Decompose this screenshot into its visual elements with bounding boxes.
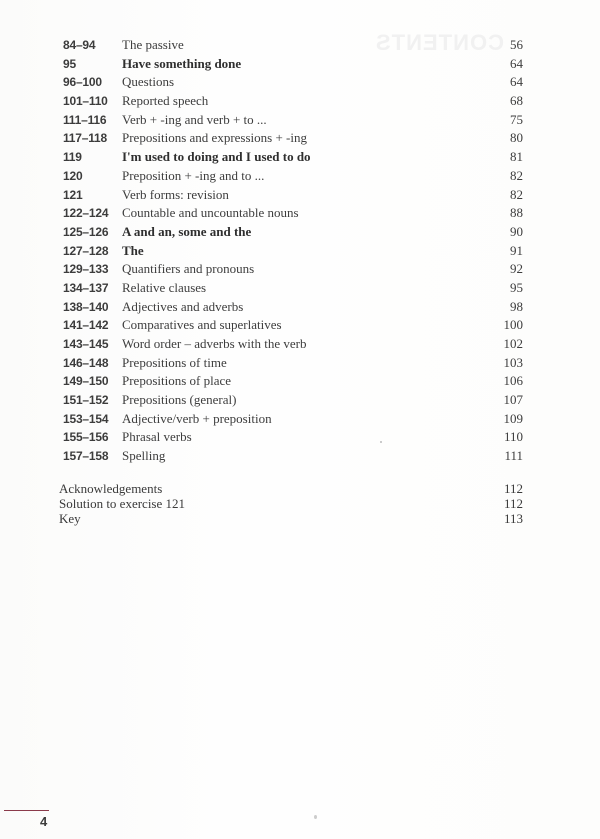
unit-range: 95 (63, 56, 76, 71)
toc-entry (63, 372, 523, 391)
toc-entry (63, 428, 523, 447)
entry-page-number: 56 (510, 37, 523, 52)
entry-title: The passive (122, 37, 184, 52)
back-matter-label: Key (59, 511, 81, 527)
unit-range: 84–94 (63, 38, 96, 52)
entry-title: The (122, 242, 144, 258)
entry-page-number: 64 (510, 55, 523, 71)
unit-range: 127–128 (63, 243, 109, 258)
entry-title: Spelling (122, 448, 166, 464)
unit-range: 122–124 (63, 206, 109, 221)
entry-page-number: 92 (510, 261, 523, 277)
toc-entry (63, 129, 523, 148)
back-matter-entry (59, 496, 523, 511)
back-matter-page-number: 112 (503, 496, 523, 512)
entry-page-number: 110 (503, 429, 523, 445)
entry-title: Prepositions of place (122, 373, 232, 389)
toc-entry (63, 242, 523, 261)
entry-title: Word order – adverbs with the verb (122, 336, 307, 351)
entry-title: Prepositions and expressions + -ing (122, 130, 307, 146)
paper-speck (380, 441, 382, 443)
unit-range: 129–133 (63, 262, 109, 277)
toc-entry (63, 111, 523, 130)
back-matter-entry (59, 511, 523, 526)
toc-entry (63, 447, 523, 466)
entry-page-number: 98 (510, 298, 523, 314)
toc-entry (63, 73, 523, 92)
entry-page-number: 102 (503, 336, 523, 351)
unit-range: 120 (63, 168, 83, 183)
back-matter-page-number: 113 (503, 511, 523, 527)
entry-page-number: 88 (510, 205, 523, 221)
toc-entry (63, 335, 523, 354)
toc-entry (63, 167, 523, 186)
unit-range: 111–116 (63, 112, 107, 127)
entry-page-number: 111 (504, 448, 523, 464)
entry-page-number: 82 (510, 186, 523, 202)
toc-entry (63, 391, 523, 410)
toc-entry (63, 354, 523, 373)
unit-range: 151–152 (63, 393, 109, 408)
entry-title: Prepositions (general) (122, 392, 237, 408)
show-through-heading: CONTENTS (375, 30, 504, 55)
back-matter-entry (59, 481, 523, 496)
toc-entry (63, 92, 523, 111)
entry-title: Verb + -ing and verb + to ... (122, 111, 267, 127)
entry-title: A and an, some and the (122, 223, 252, 239)
unit-range: 125–126 (63, 224, 109, 239)
unit-range: 121 (63, 187, 83, 202)
toc-entry (63, 186, 523, 205)
back-matter-list (59, 481, 523, 527)
toc-entry (63, 279, 523, 298)
unit-range: 119 (63, 150, 82, 165)
entry-title: Adjective/verb + preposition (122, 410, 272, 426)
page-number: 4 (40, 814, 48, 829)
entry-title: Verb forms: revision (122, 186, 229, 202)
folio-rule (4, 810, 49, 811)
entry-page-number: 82 (510, 167, 523, 183)
table-of-contents (63, 36, 523, 466)
unit-range: 96–100 (63, 75, 102, 90)
entry-title: Questions (122, 74, 174, 90)
toc-entry (63, 148, 523, 167)
entry-title: I'm used to doing and I used to do (122, 149, 311, 165)
unit-range: 143–145 (63, 337, 109, 351)
back-matter-label: Solution to exercise 121 (59, 496, 186, 512)
entry-page-number: 80 (510, 130, 523, 146)
entry-title: Prepositions of time (122, 354, 227, 370)
entry-page-number: 103 (503, 354, 523, 370)
toc-entry (63, 36, 523, 55)
entry-title: Countable and uncountable nouns (122, 205, 299, 221)
entry-title: Adjectives and adverbs (122, 298, 244, 314)
entry-page-number: 100 (503, 317, 523, 333)
back-matter-page-number: 112 (503, 481, 523, 496)
entry-page-number: 64 (510, 74, 523, 90)
toc-entry (63, 298, 523, 317)
entry-page-number: 75 (510, 111, 523, 127)
unit-range: 101–110 (63, 94, 108, 109)
unit-range: 153–154 (63, 411, 109, 426)
entry-title: Phrasal verbs (122, 429, 192, 445)
paper-speck (314, 815, 317, 819)
toc-entry (63, 55, 523, 74)
entry-page-number: 109 (503, 410, 523, 426)
toc-entry (63, 223, 523, 242)
unit-range: 155–156 (63, 430, 109, 445)
toc-entry (63, 260, 523, 279)
entry-page-number: 107 (503, 392, 523, 408)
entry-page-number: 81 (510, 149, 523, 165)
entry-title: Reported speech (122, 93, 209, 109)
entry-title: Relative clauses (122, 279, 207, 295)
entry-page-number: 95 (510, 279, 523, 295)
unit-range: 149–150 (63, 374, 109, 389)
unit-range: 117–118 (63, 131, 107, 146)
entry-page-number: 90 (510, 223, 523, 239)
entry-page-number: 68 (510, 93, 523, 109)
toc-entry (63, 316, 523, 335)
entry-title: Preposition + -ing and to ... (122, 167, 265, 183)
toc-entry (63, 410, 523, 429)
entry-title: Comparatives and superlatives (122, 317, 282, 333)
entry-page-number: 106 (503, 373, 523, 389)
entry-page-number: 91 (510, 242, 523, 258)
unit-range: 134–137 (63, 280, 109, 295)
unit-range: 157–158 (63, 449, 109, 464)
back-matter-label: Acknowledgements (59, 481, 163, 496)
entry-title: Quantifiers and pronouns (122, 261, 255, 277)
unit-range: 138–140 (63, 299, 109, 314)
unit-range: 146–148 (63, 355, 109, 370)
toc-entry (63, 204, 523, 223)
unit-range: 141–142 (63, 318, 109, 333)
entry-title: Have something done (122, 55, 242, 71)
